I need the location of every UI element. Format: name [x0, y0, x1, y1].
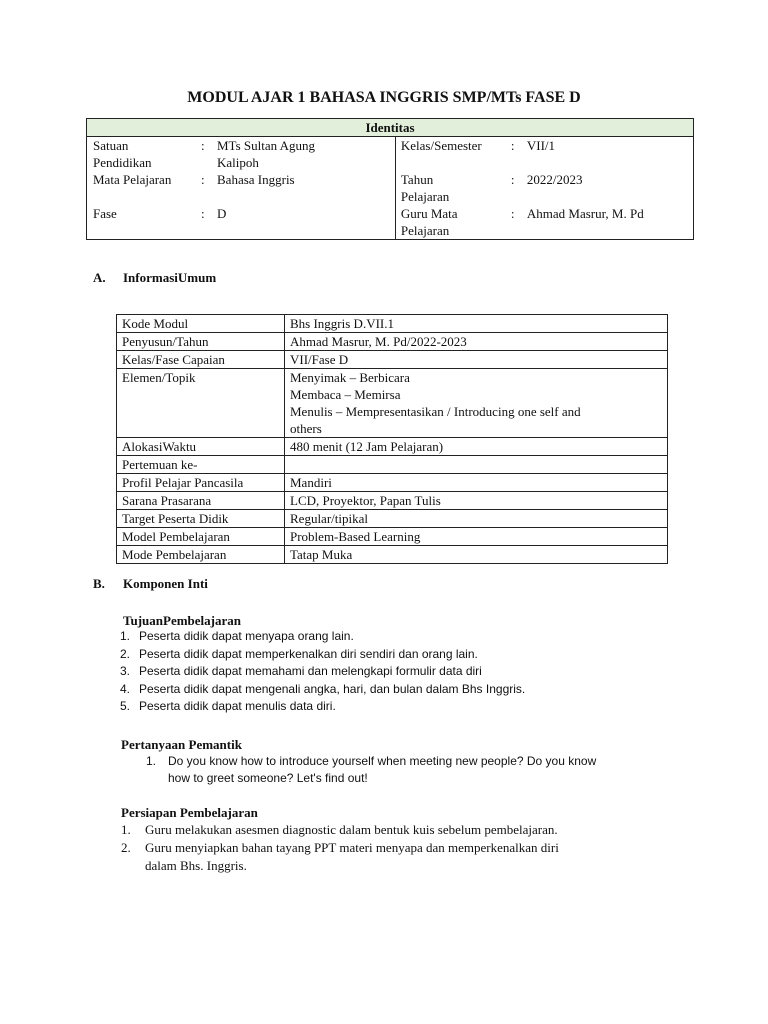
identitas-value: Ahmad Masrur, M. Pd [526, 206, 644, 221]
colon: : [510, 206, 515, 221]
list-text-line: Do you know how to introduce yourself when meeting new people? Do you know [168, 754, 597, 768]
table-row [117, 438, 668, 456]
pertanyaan-heading: Pertanyaan Pemantik [121, 737, 242, 752]
table-key: Sarana Prasarana [117, 492, 285, 510]
table-key: Penyusun/Tahun [117, 333, 285, 351]
section-title: InformasiUmum [123, 270, 217, 285]
identitas-value: VII/1 [526, 138, 556, 153]
section-title: Komponen Inti [123, 576, 208, 591]
identitas-value: Bahasa Inggris [217, 172, 295, 187]
list-number: 3. [120, 664, 131, 678]
table-value: Problem-Based Learning [285, 528, 668, 546]
identitas-row-guru [396, 205, 693, 239]
table-key: Model Pembelajaran [117, 528, 285, 546]
table-value-line: Membaca – Memirsa [290, 387, 401, 402]
persiapan-heading: Persiapan Pembelajaran [121, 805, 258, 820]
table-value: Mandiri [285, 474, 668, 492]
list-item [120, 646, 680, 664]
list-number: 1. [120, 629, 131, 643]
section-number: A. [93, 270, 106, 285]
identitas-label: Pelajaran [400, 189, 450, 204]
identitas-label: Guru Mata [400, 206, 458, 221]
table-value: VII/Fase D [285, 351, 668, 369]
identitas-header: Identitas [87, 119, 694, 137]
colon: : [201, 206, 205, 221]
table-value: Ahmad Masrur, M. Pd/2022-2023 [285, 333, 668, 351]
table-key: Profil Pelajar Pancasila [117, 474, 285, 492]
table-row [117, 474, 668, 492]
list-item [120, 663, 680, 681]
section-a-heading [93, 269, 216, 286]
table-value [285, 456, 668, 474]
list-text-line: dalam Bhs. Inggris. [145, 858, 247, 873]
list-item [121, 839, 681, 875]
identitas-value: Kalipoh [217, 155, 259, 170]
list-item [121, 821, 681, 839]
list-text-line: Guru melakukan asesmen diagnostic dalam bentuk kuis sebelum pembelajaran. [145, 822, 558, 837]
list-text-line: Guru menyiapkan bahan tayang PPT materi menyapa dan memperkenalkan diri [145, 840, 559, 855]
tujuan-heading: TujuanPembelajaran [123, 613, 241, 628]
table-value-line: others [290, 421, 322, 436]
identitas-value: MTs Sultan Agung [217, 138, 316, 153]
list-item [120, 698, 680, 716]
document-title: MODUL AJAR 1 BAHASA INGGRIS SMP/MTs FASE D [187, 89, 581, 106]
table-value-line: Menulis – Mempresentasikan / Introducing one self and [290, 404, 581, 419]
identitas-left-column [87, 137, 396, 240]
table-row [117, 351, 668, 369]
table-row [117, 369, 668, 438]
table-value: 480 menit (12 Jam Pelajaran) [285, 438, 668, 456]
table-key: Kode Modul [117, 315, 285, 333]
table-row [117, 510, 668, 528]
list-text: Peserta didik dapat menyapa orang lain. [139, 629, 354, 643]
identitas-table [86, 118, 694, 240]
table-value: Regular/tipikal [285, 510, 668, 528]
list-item [120, 681, 680, 699]
table-value: Tatap Muka [285, 546, 668, 564]
table-key: Target Peserta Didik [117, 510, 285, 528]
list-number: 4. [120, 681, 131, 696]
section-b-heading [93, 575, 208, 592]
identitas-label: Fase [93, 206, 117, 221]
list-text: Peserta didik dapat mengenali angka, hari, dan bulan dalam Bhs Inggris. [139, 681, 526, 696]
colon: : [510, 138, 515, 153]
table-row [117, 315, 668, 333]
identitas-value: 2022/2023 [526, 172, 583, 187]
identitas-label: Tahun [400, 172, 434, 187]
identitas-label: Kelas/Semester [400, 138, 482, 153]
table-key: Elemen/Topik [117, 369, 285, 438]
list-text: Peserta didik dapat memperkenalkan diri sendiri dan orang lain. [139, 646, 478, 661]
list-item [146, 753, 686, 787]
informasi-umum-table [116, 314, 668, 564]
table-row [117, 528, 668, 546]
table-row [117, 546, 668, 564]
section-number: B. [93, 576, 105, 591]
identitas-row-fase [87, 205, 395, 222]
table-key: Kelas/Fase Capaian [117, 351, 285, 369]
identitas-label: Pelajaran [400, 223, 450, 238]
colon: : [201, 138, 205, 153]
table-value-line: Menyimak – Berbicara [290, 370, 410, 385]
identitas-row-mapel [87, 171, 395, 188]
colon: : [510, 172, 515, 187]
identitas-label: Satuan [93, 138, 129, 153]
identitas-row-satuan [87, 137, 395, 171]
table-row [117, 492, 668, 510]
table-row [117, 456, 668, 474]
tujuan-list [120, 628, 680, 716]
identitas-right-column [395, 137, 693, 240]
table-key: Pertemuan ke- [117, 456, 285, 474]
list-text: Peserta didik dapat menulis data diri. [139, 699, 336, 713]
list-text-line: how to greet someone? Let's find out! [168, 771, 368, 785]
identitas-label: Pendidikan [93, 155, 152, 170]
identitas-value: D [217, 206, 227, 221]
list-number: 1. [146, 754, 157, 768]
identitas-label: Mata Pelajaran [93, 172, 172, 187]
list-number: 2. [121, 840, 131, 855]
identitas-row-kelas [396, 137, 693, 171]
table-key: AlokasiWaktu [117, 438, 285, 456]
pertanyaan-list [146, 753, 686, 787]
list-number: 1. [121, 822, 131, 837]
table-value: Bhs Inggris D.VII.1 [285, 315, 668, 333]
table-value: LCD, Proyektor, Papan Tulis [285, 492, 668, 510]
colon: : [201, 172, 205, 187]
list-item [120, 628, 680, 646]
table-key: Mode Pembelajaran [117, 546, 285, 564]
table-value [285, 369, 668, 438]
list-number: 5. [120, 699, 131, 713]
persiapan-list [121, 821, 681, 875]
list-text: Peserta didik dapat memahami dan melengkapi formulir data diri [139, 664, 482, 678]
identitas-row-tahun [396, 171, 693, 205]
table-row [117, 333, 668, 351]
list-number: 2. [120, 646, 131, 661]
